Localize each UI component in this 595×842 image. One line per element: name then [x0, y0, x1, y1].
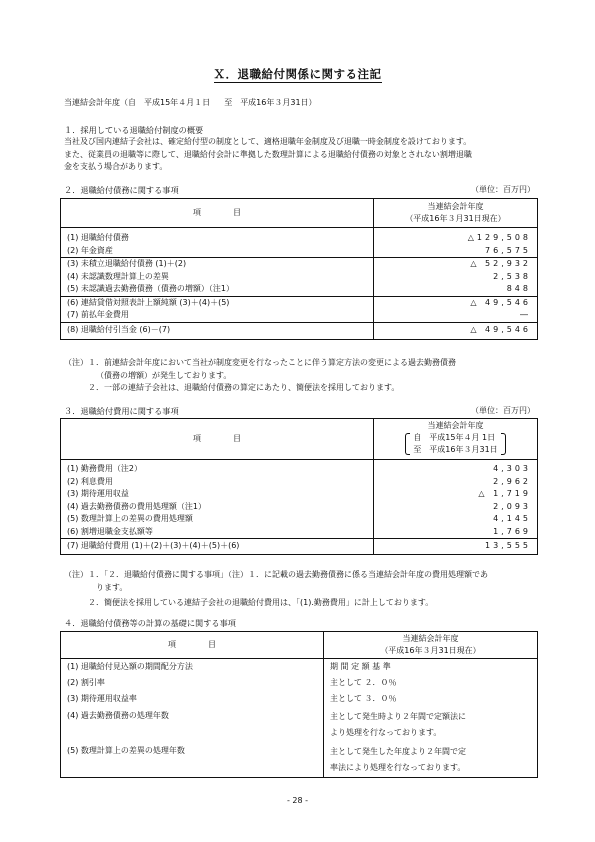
table-row: (1) 退職給付債務 △129,508 — [61, 232, 538, 245]
table-row: (3) 期待運用収益 △ 1,719 — [61, 488, 538, 501]
expense-table — [60, 418, 538, 555]
col-item-header: 項 目 — [61, 199, 374, 228]
section1-heading: １．採用している退職給付制度の概要 — [64, 125, 204, 135]
section2-heading: ２．退職給付債務に関する事項 — [64, 185, 179, 195]
assumptions-table — [60, 631, 538, 778]
section4-heading: ４．退職給付債務等の計算の基礎に関する事項 — [64, 618, 236, 628]
table-row: (5) 数理計算上の差異の費用処理額 4,145 — [61, 513, 538, 526]
table-row: (6) 割増退職金支払額等 1,769 — [61, 526, 538, 539]
obligation-table — [60, 198, 538, 340]
fiscal-period: 当連結会計年度（自 平成15年４月１日 至 平成16年３月31日） — [64, 98, 317, 107]
page-number: - 28 - — [286, 796, 309, 805]
section2-unit: （単位：百万円） — [471, 185, 535, 194]
section3-unit: （単位：百万円） — [471, 406, 535, 415]
table-row: (2) 利息費用 2,962 — [61, 476, 538, 489]
table-row: (4) 過去勤務債務の処理年数 主として発生時より２年間で定額法に より処理を行なっております。 — [61, 707, 538, 742]
table-row: (3) 未積立退職給付債務 (1)＋(2) △ 52,932 — [61, 258, 538, 271]
table-row: (4) 未認識数理計算上の差異 2,538 — [61, 271, 538, 284]
section1-text: 当社及び国内連結子会社は、確定給付型の制度として、適格退職年金制度及び退職一時金制度を設けております。 また、従業員の退職等に際して、退職給付会計に準拠した数理計算による退職給付債務の対象とされない割増退職 金を支払う場合があります。 — [64, 137, 472, 171]
table-row: (6) 連結貸借対照表計上額純額 (3)＋(4)＋(5) △ 49,546 — [61, 296, 538, 309]
table-row: (1) 退職給付見込額の期間配分方法 期 間 定 額 基 準 — [61, 659, 538, 676]
table-row: (8) 退職給付引当金 (6)－(7) △ 49,546 — [61, 322, 538, 339]
col-year-header: 当連結会計年度 （平成16年３月31日現在） — [374, 199, 538, 228]
section2-notes: （注）１．前連結会計年度において当社が制度変更を行なったことに伴う算定方法の変更による過去勤務債務 （債務の増額）が発生しております。 ２．一部の連結子会社は、退職給付債務の算定にあたり、簡便法を採用しております。 — [64, 358, 456, 392]
table-row-total: (7) 退職給付費用 (1)＋(2)＋(3)＋(4)＋(5)＋(6) 13,555 — [61, 539, 538, 555]
section3-heading: ３．退職給付費用に関する事項 — [64, 406, 179, 416]
table-row: (4) 過去勤務債務の費用処理額（注1） 2,093 — [61, 501, 538, 514]
table-row: (5) 未認識過去勤務債務（債務の増額）（注1） 848 — [61, 283, 538, 296]
col-item-header: 項 目 — [61, 632, 324, 659]
table-row: (7) 前払年金費用 ― — [61, 309, 538, 322]
table-row: (2) 年金資産 76,575 — [61, 245, 538, 258]
col-year-header: 当連結会計年度 （平成16年３月31日現在） — [324, 632, 538, 659]
col-year-header: 当連結会計年度 自 平成15年４月 1日 至 平成16年３月31日 — [374, 419, 538, 460]
table-row: (1) 勤務費用（注2） 4,303 — [61, 463, 538, 476]
section3-notes: （注）１．「２．退職給付債務に関する事項」（注）１．に記載の過去勤務債務に係る当連結会計年度の費用処理額であ ります。 ２．簡便法を採用している連結子会社の退職給付費用は、「(1).勤務費用」に計上しております。 — [64, 570, 488, 607]
col-item-header: 項 目 — [61, 419, 374, 460]
table-row: (3) 期待運用収益率 主として ３．０％ — [61, 691, 538, 707]
page-title: Ｘ．退職給付関係に関する注記 — [213, 67, 382, 81]
table-row: (5) 数理計算上の差異の処理年数 主として発生した年度より２年間で定 率法により処理を行なっております。 — [61, 742, 538, 778]
table-row: (2) 割引率 主として ２．０％ — [61, 675, 538, 691]
